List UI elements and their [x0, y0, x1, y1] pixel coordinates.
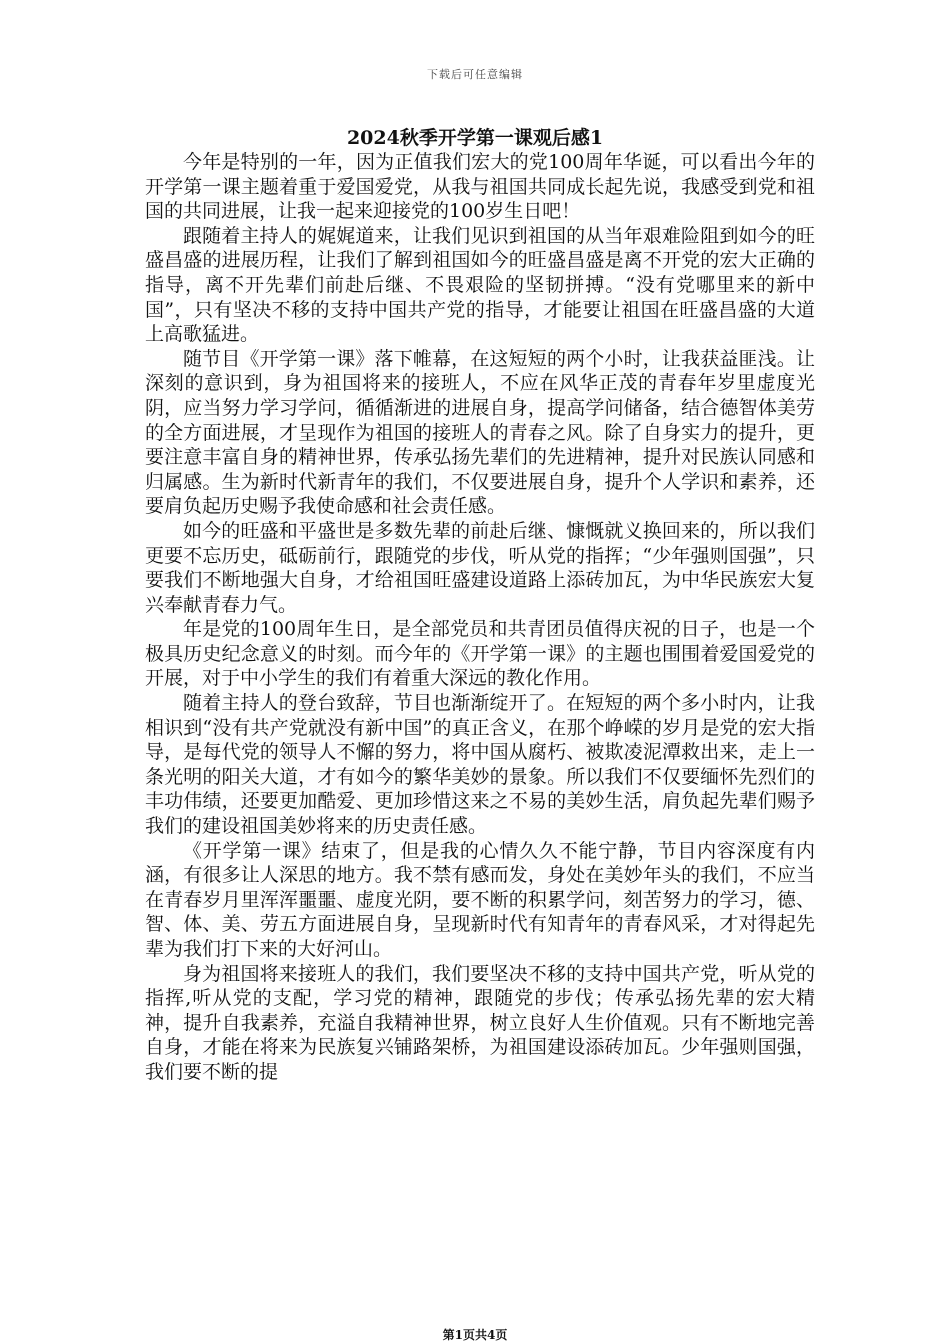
- document-body: [145, 150, 815, 1085]
- paragraph-1: 今年是特别的一年，因为正值我们宏大的党100周年华诞，可以看出今年的开学第一课主题着重于爱国爱党，从我与祖国共同成长起先说，我感受到党和祖国的共同进展，让我一起来迎接党的100岁生日吧！: [145, 151, 815, 223]
- paragraph-5: 年是党的100周年生日，是全部党员和共青团员值得庆祝的日子，也是一个极具历史纪念意义的时刻。而今年的《开学第一课》的主题也围围着爱国爱党的开展，对于中小学生的我们有着重大深远的教化作用。: [145, 618, 815, 690]
- page-number-footer: 第1页共4页: [442, 1328, 508, 1342]
- document-title: 2024秋季开学第一课观后感1: [346, 127, 604, 149]
- paragraph-4: 如今的旺盛和平盛世是多数先辈的前赴后继、慷慨就义换回来的，所以我们更要不忘历史，砥砺前行，跟随党的步伐，听从党的指挥；“少年强则国强”，只要我们不断地强大自身，才给祖国旺盛建设道路上添砖加瓦，为中华民族宏大复兴奉献青春力气。: [145, 519, 815, 616]
- paragraph-3: 随节目《开学第一课》落下帷幕，在这短短的两个小时，让我获益匪浅。让深刻的意识到，身为祖国将来的接班人，不应在风华正茂的青春年岁里虚度光阴，应当努力学习学问，循循渐进的进展自身，提高学问储备，结合德智体美劳的全方面进展，才呈现作为祖国的接班人的青春之风。除了自身实力的提升，更要注意丰富自身的精神世界，传承弘扬先辈们的先进精神，提升对民族认同感和归属感。生为新时代新青年的我们，不仅要进展自身，提升个人学识和素养，还要肩负起历史赐予我使命感和社会责任感。: [145, 347, 815, 518]
- paragraph-2: 跟随着主持人的娓娓道来，让我们见识到祖国的从当年艰难险阻到如今的旺盛昌盛的进展历程，让我们了解到祖国如今的旺盛昌盛是离不开党的宏大正确的指导，离不开先辈们前赴后继、不畏艰险的坚韧拼搏。“没有党哪里来的新中国”，只有坚决不移的支持中国共产党的指导，才能要让祖国在旺盛昌盛的大道上高歌猛进。: [145, 224, 815, 346]
- paragraph-8: 身为祖国将来接班人的我们，我们要坚决不移的支持中国共产党，听从党的指挥,听从党的支配，学习党的精神，跟随党的步伐；传承弘扬先辈的宏大精神，提升自我素养，充溢自我精神世界，树立良好人生价值观。只有不断地完善自身，才能在将来为民族复兴铺路架桥，为祖国建设添砖加瓦。少年强则国强，我们要不断的提: [145, 962, 815, 1083]
- paragraph-7: 《开学第一课》结束了，但是我的心情久久不能宁静，节目内容深度有内涵，有很多让人深思的地方。我不禁有感而发，身处在美妙年头的我们，不应当在青春岁月里浑浑噩噩、虚度光阴，要不断的积累学问，刻苦努力的学习，德、智、体、美、劳五方面进展自身，呈现新时代有知青年的青春风采，才对得起先辈为我们打下来的大好河山。: [145, 839, 815, 960]
- paragraph-6: 随着主持人的登台致辞，节目也渐渐绽开了。在短短的两个多小时内，让我相识到“没有共产党就没有新中国”的真正含义，在那个峥嵘的岁月是党的宏大指导，是每代党的领导人不懈的努力，将中国从腐朽、被欺凌泥潭救出来，走上一条光明的阳关大道，才有如今的繁华美妙的景象。所以我们不仅要缅怀先烈们的丰功伟绩，还要更加酷爱、更加珍惜这来之不易的美妙生活，肩负起先辈们赐予我们的建设祖国美妙将来的历史责任感。: [145, 692, 815, 838]
- header-note: 下载后可任意编辑: [427, 68, 523, 81]
